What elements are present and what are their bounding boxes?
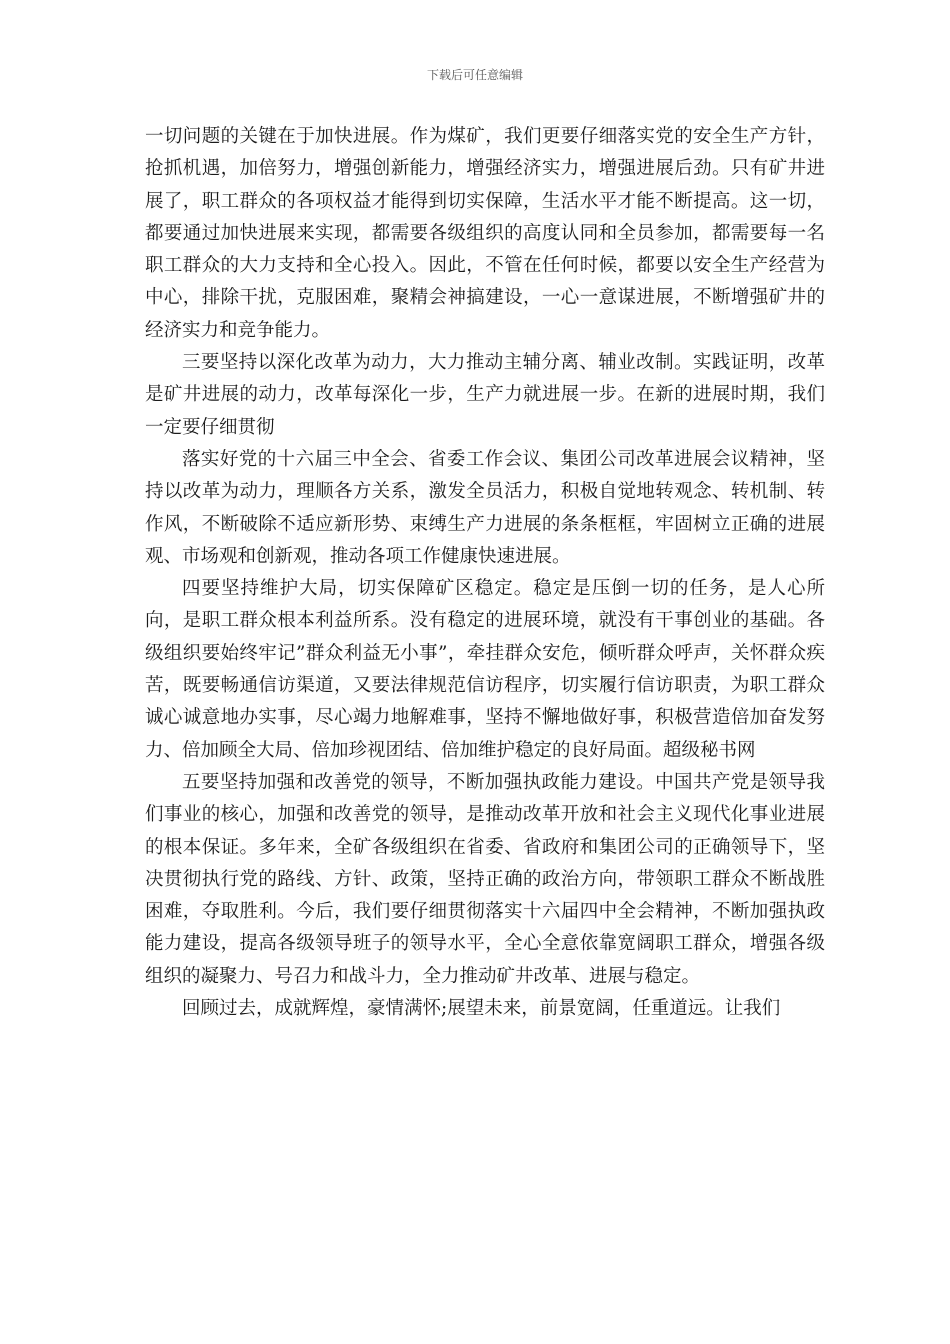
paragraph: 三要坚持以深化改革为动力，大力推动主辅分离、辅业改制。实践证明，改革是矿井进展的动力，改革每深化一步，生产力就进展一步。在新的进展时期，我们一定要仔细贯彻 (145, 352, 825, 438)
paragraph: 落实好党的十六届三中全会、省委工作会议、集团公司改革进展会议精神，坚持以改革为动力，理顺各方关系，激发全员活力，积极自觉地转观念、转机制、转作风，不断破除不适应新形势、束缚生产力进展的条条框框，牢固树立正确的进展观、市场观和创新观，推动各项工作健康快速进展。 (145, 448, 825, 567)
paragraph: 回顾过去，成就辉煌，豪情满怀;展望未来，前景宽阔，任重道远。让我们 (182, 998, 781, 1020)
page-header: 下载后可任意编辑 (426, 68, 523, 82)
paragraph: 四要坚持维护大局，切实保障矿区稳定。稳定是压倒一切的任务，是人心所向，是职工群众根本利益所系。没有稳定的进展环境，就没有干事创业的基础。各级组织要始终牢记”群众利益无小事”，牵挂群众安危，倾听群众呼声，关怀群众疾苦，既要畅通信访渠道，又要法律规范信访程序，切实履行信访职责，为职工群众诚心诚意地办实事，尽心竭力地解难事，坚持不懈地做好事，积极营造倍加奋发努力、倍加顾全大局、倍加珍视团结、倍加维护稳定的良好局面。超级秘书网 (145, 578, 825, 761)
paragraph: 五要坚持加强和改善党的领导，不断加强执政能力建设。中国共产党是领导我们事业的核心，加强和改善党的领导，是推动改革开放和社会主义现代化事业进展的根本保证。多年来，全矿各级组织在省委、省政府和集团公司的正确领导下，坚决贯彻执行党的路线、方针、政策，坚持正确的政治方向，带领职工群众不断战胜困难，夺取胜利。今后，我们要仔细贯彻落实十六届四中全会精神，不断加强执政能力建设，提高各级领导班子的领导水平，全心全意依靠宽阔职工群众，增强各级组织的凝聚力、号召力和战斗力，全力推动矿井改革、进展与稳定。 (145, 771, 825, 987)
document-body (145, 121, 825, 1025)
paragraph: 一切问题的关键在于加快进展。作为煤矿，我们更要仔细落实党的安全生产方针，抢抓机遇，加倍努力，增强创新能力，增强经济实力，增强进展后劲。只有矿井进展了，职工群众的各项权益才能得到切实保障，生活水平才能不断提高。这一切，都要通过加快进展来实现，都需要各级组织的高度认同和全员参加，都需要每一名职工群众的大力支持和全心投入。因此，不管在任何时候，都要以安全生产经营为中心，排除干扰，克服困难，聚精会神搞建设，一心一意谋进展，不断增强矿井的经济实力和竞争能力。 (145, 126, 825, 341)
